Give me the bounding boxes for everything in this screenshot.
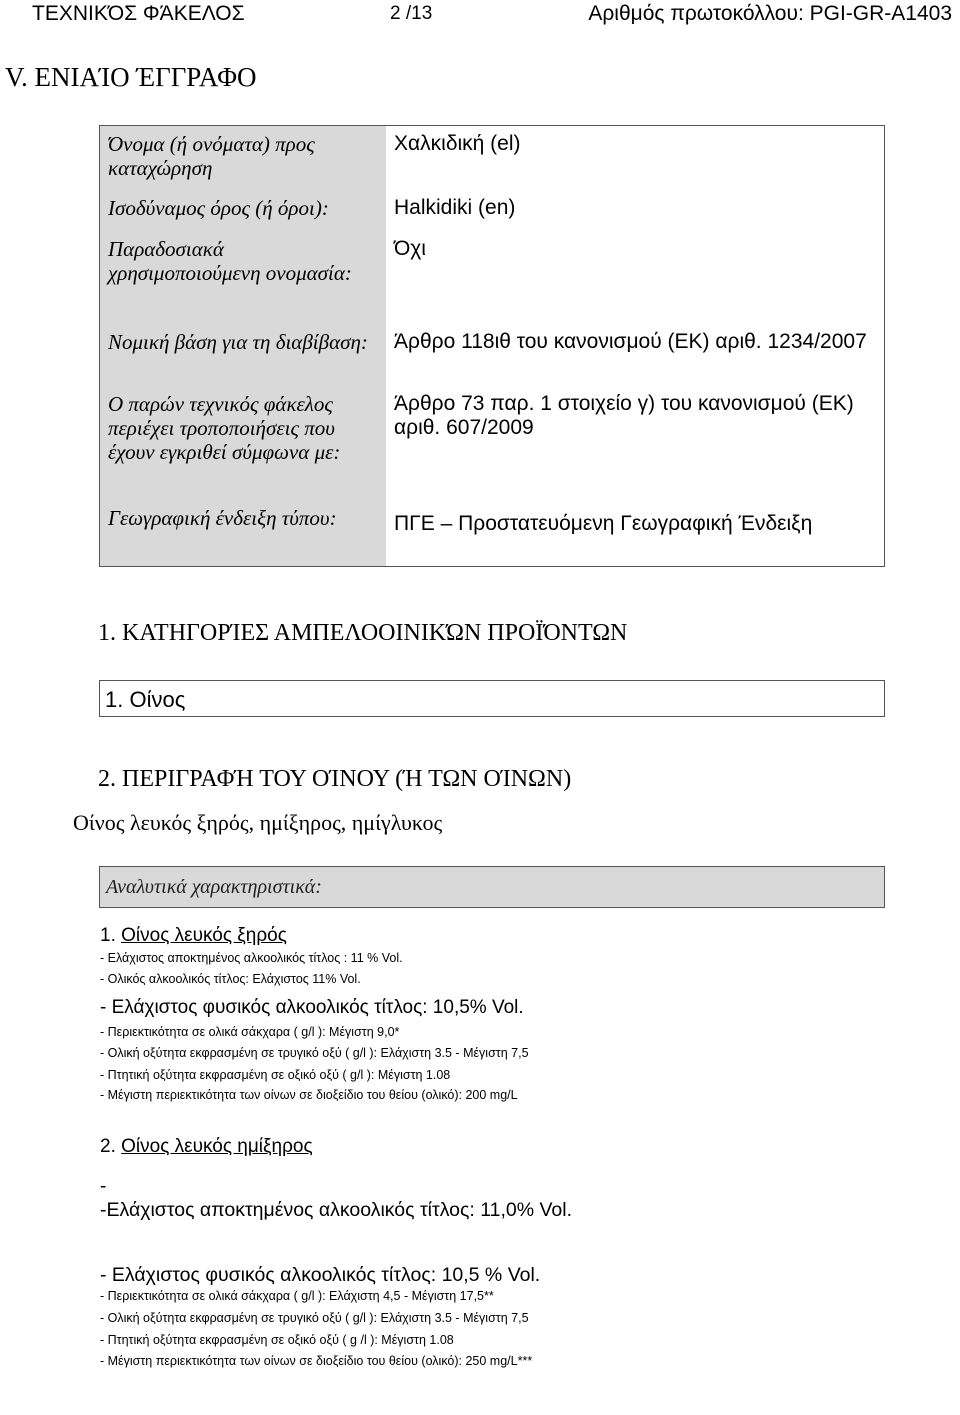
semi-line: -Ελάχιστος αποκτημένος αλκοολικός τίτλος: 11,0% Vol. <box>100 1199 573 1221</box>
row-key: Γεωγραφική ένδειξη τύπου: <box>100 500 387 567</box>
semi-dry-wine-title: Οίνος λευκός ημίξηρος <box>121 1136 313 1157</box>
row-value: Άρθρο 73 παρ. 1 στοιχείο γ) του κανονισμού (ΕΚ) αριθ. 607/2009 <box>394 391 854 439</box>
category-item: 1. Οίνος <box>105 687 186 712</box>
categories-title: 1. ΚΑΤΗΓΟΡΊΕΣ ΑΜΠΕΛΟΟΙΝΙΚΏΝ ΠΡΟΪΌΝΤΩΝ <box>98 620 628 646</box>
semi-dash: - <box>100 1176 107 1197</box>
row-key: Ο παρών τεχνικός φάκελος περιέχει τροποποιήσεις που έχουν εγκριθεί σύμφωνα με: <box>100 386 387 500</box>
analytics-box <box>99 866 885 908</box>
dry-line: - Ολικός αλκοολικός τίτλος: Ελάχιστος 11% Vol. <box>100 972 361 986</box>
row-value: Όχι <box>394 236 426 260</box>
dry-line: - Περιεκτικότητα σε ολικά σάκχαρα ( g/l ): Μέγιστη 9,0* <box>100 1025 400 1039</box>
row-value: Halkidiki (en) <box>394 195 516 219</box>
header-doc-type: ΤΕΧΝΙΚΌΣ ΦΆΚΕΛΟΣ <box>32 2 245 25</box>
row-value: Χαλκιδική (el) <box>394 132 521 155</box>
table-row <box>100 324 885 386</box>
table-row <box>100 190 885 231</box>
semi-line: - Ολική οξύτητα εκφρασμένη σε τρυγικό οξύ ( g/l ): Ελάχιστη 3.5 - Μέγιστη 7,5 <box>100 1311 529 1325</box>
section-title: V. ΕΝΙΑΊΟ ΈΓΓΡΑΦΟ <box>5 62 257 92</box>
dry-line: - Ολική οξύτητα εκφρασμένη σε τρυγικό οξύ ( g/l ): Ελάχιστη 3.5 - Μέγιστη 7,5 <box>100 1046 529 1060</box>
header-protocol-number: Αριθμός πρωτοκόλλου: PGI-GR-A1403 <box>588 2 952 25</box>
dry-wine-heading <box>100 925 287 947</box>
table-row <box>100 500 885 567</box>
categories-box <box>99 680 885 717</box>
page-header <box>0 0 960 32</box>
dry-line: - Ελάχιστος φυσικός αλκοολικός τίτλος: 10,5% Vol. <box>100 997 524 1018</box>
semi-line: - Περιεκτικότητα σε ολικά σάκχαρα ( g/l ): Ελάχιστη 4,5 - Μέγιστη 17,5** <box>100 1289 494 1303</box>
row-key: Όνομα (ή ονόματα) προς καταχώρηση <box>100 126 387 190</box>
row-value: ΠΓΕ – Προστατευόμενη Γεωγραφική Ένδειξη <box>394 511 813 535</box>
semi-line: - Ελάχιστος φυσικός αλκοολικός τίτλος: 10,5 % Vol. <box>100 1264 541 1286</box>
dry-wine-title: Οίνος λευκός ξηρός <box>121 925 287 946</box>
analytics-label: Αναλυτικά χαρακτηριστικά: <box>106 876 322 898</box>
row-key: Ισοδύναμος όρος (ή όροι): <box>100 190 387 231</box>
info-table <box>99 125 885 567</box>
row-key: Νομική βάση για τη διαβίβαση: <box>100 324 387 386</box>
dry-line: - Μέγιστη περιεκτικότητα των οίνων σε διοξείδιο του θείου (ολικό): 200 mg/L <box>100 1088 518 1102</box>
table-row <box>100 126 885 190</box>
dry-line: - Ελάχιστος αποκτημένος αλκοολικός τίτλος : 11 % Vol. <box>100 951 403 965</box>
semi-line: - Μέγιστη περιεκτικότητα των οίνων σε διοξείδιο του θείου (ολικό): 250 mg/L*** <box>100 1354 533 1368</box>
table-row <box>100 231 885 324</box>
row-key: Παραδοσιακά χρησιμοποιούμενη ονομασία: <box>100 231 387 324</box>
semi-dry-wine-number: 2. <box>100 1136 116 1157</box>
semi-line: - Πτητική οξύτητα εκφρασμένη σε οξικό οξύ ( g /l ): Μέγιστη 1.08 <box>100 1333 454 1347</box>
description-title: 2. ΠΕΡΙΓΡΑΦΉ ΤΟΥ ΟΊΝΟΥ (Ή ΤΩΝ ΟΊΝΩΝ) <box>98 766 572 792</box>
table-row <box>100 386 885 500</box>
dry-wine-number: 1. <box>100 925 116 946</box>
row-value: Άρθρο 118ιθ του κανονισμού (ΕΚ) αριθ. 1234/2007 <box>394 329 867 353</box>
dry-line: - Πτητική οξύτητα εκφρασμένη σε οξικό οξύ ( g/l ): Μέγιστη 1.08 <box>100 1068 451 1082</box>
semi-dry-wine-heading <box>100 1136 313 1158</box>
wine-types-subtitle: Οίνος λευκός ξηρός, ημίξηρος, ημίγλυκος <box>73 810 443 835</box>
header-page-number: 2 /13 <box>390 3 433 24</box>
